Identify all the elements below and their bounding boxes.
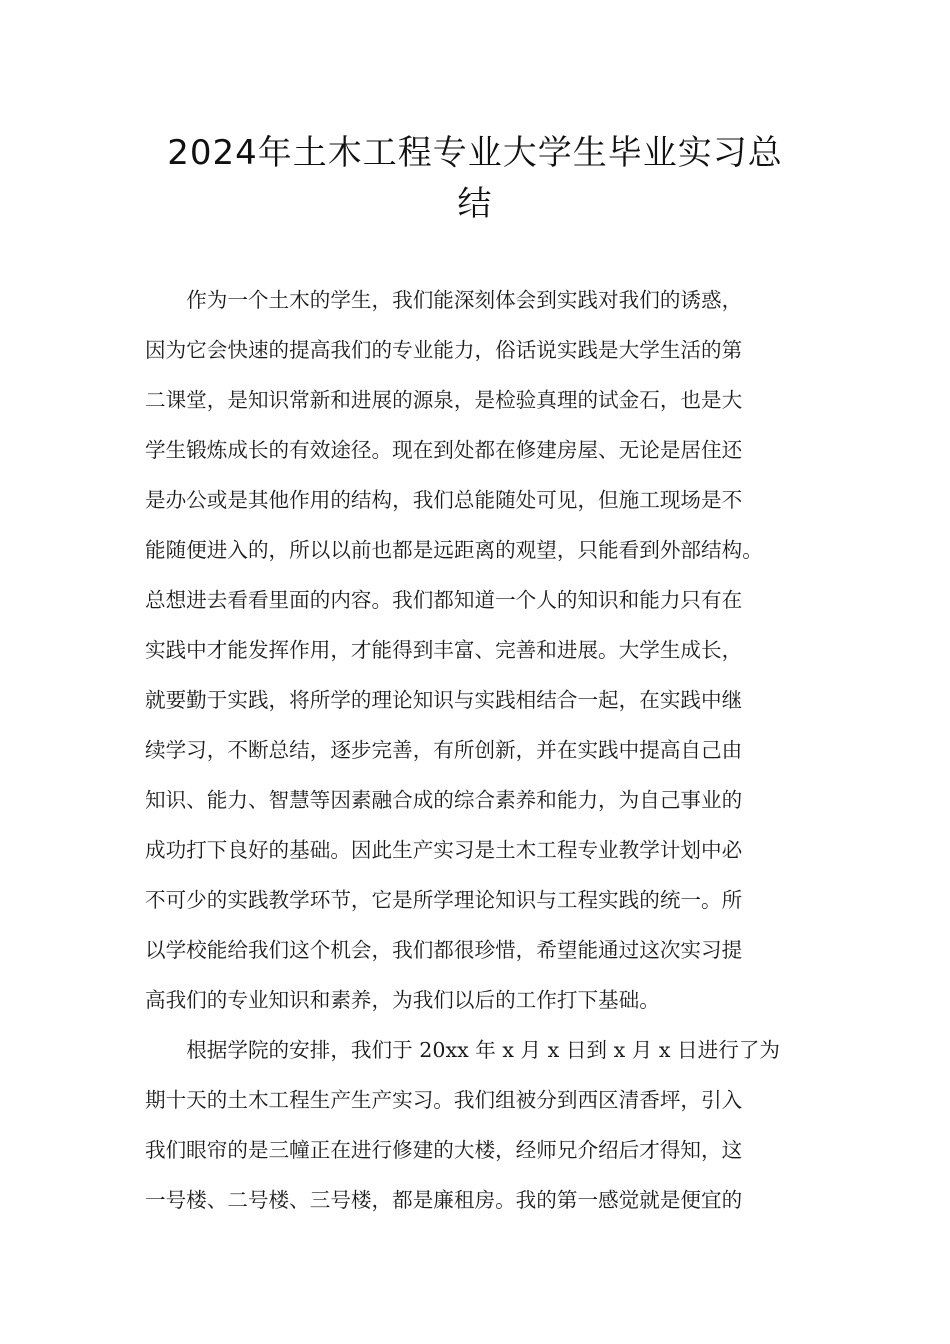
text-line: 就要勤于实践，将所学的理论知识与实践相结合一起，在实践中继 — [145, 688, 743, 712]
paragraph — [145, 275, 825, 1025]
text-line: 实践中才能发挥作用，才能得到丰富、完善和进展。大学生成长， — [145, 638, 743, 662]
text-line: 我们眼帘的是三幢正在进行修建的大楼，经师兄介绍后才得知，这 — [145, 1138, 743, 1162]
document-body — [145, 275, 825, 1225]
text-line: 成功打下良好的基础。因此生产实习是土木工程专业教学计划中必 — [145, 838, 743, 862]
document-title — [130, 128, 820, 230]
text-line: 作为一个土木的学生，我们能深刻体会到实践对我们的诱惑， — [186, 288, 743, 312]
text-line: 能随便进入的，所以以前也都是远距离的观望，只能看到外部结构。 — [145, 538, 763, 562]
text-line: 一号楼、二号楼、三号楼，都是廉租房。我的第一感觉就是便宜的 — [145, 1188, 743, 1212]
text-line: 期十天的土木工程生产生产实习。我们组被分到西区清香坪，引入 — [145, 1088, 743, 1112]
text-line: 知识、能力、智慧等因素融合成的综合素养和能力，为自己事业的 — [145, 788, 743, 812]
text-line: 续学习，不断总结，逐步完善，有所创新，并在实践中提高自己由 — [145, 738, 743, 762]
title-line: 结 — [457, 184, 493, 224]
title-line: 2024年土木工程专业大学生毕业实习总 — [167, 133, 783, 173]
paragraph — [145, 1025, 825, 1225]
text-line: 高我们的专业知识和素养，为我们以后的工作打下基础。 — [145, 988, 660, 1012]
text-line: 学生锻炼成长的有效途径。现在到处都在修建房屋、无论是居住还 — [145, 438, 743, 462]
text-line: 不可少的实践教学环节，它是所学理论知识与工程实践的统一。所 — [145, 888, 743, 912]
text-line: 是办公或是其他作用的结构，我们总能随处可见，但施工现场是不 — [145, 488, 743, 512]
text-line: 因为它会快速的提高我们的专业能力，俗话说实践是大学生活的第 — [145, 338, 743, 362]
text-line: 二课堂，是知识常新和进展的源泉，是检验真理的试金石，也是大 — [145, 388, 743, 412]
text-line: 以学校能给我们这个机会，我们都很珍惜，希望能通过这次实习提 — [145, 938, 743, 962]
text-line: 根据学院的安排，我们于 20xx 年 x 月 x 日到 x 月 x 日进行了为 — [186, 1038, 781, 1062]
text-line: 总想进去看看里面的内容。我们都知道一个人的知识和能力只有在 — [145, 588, 743, 612]
